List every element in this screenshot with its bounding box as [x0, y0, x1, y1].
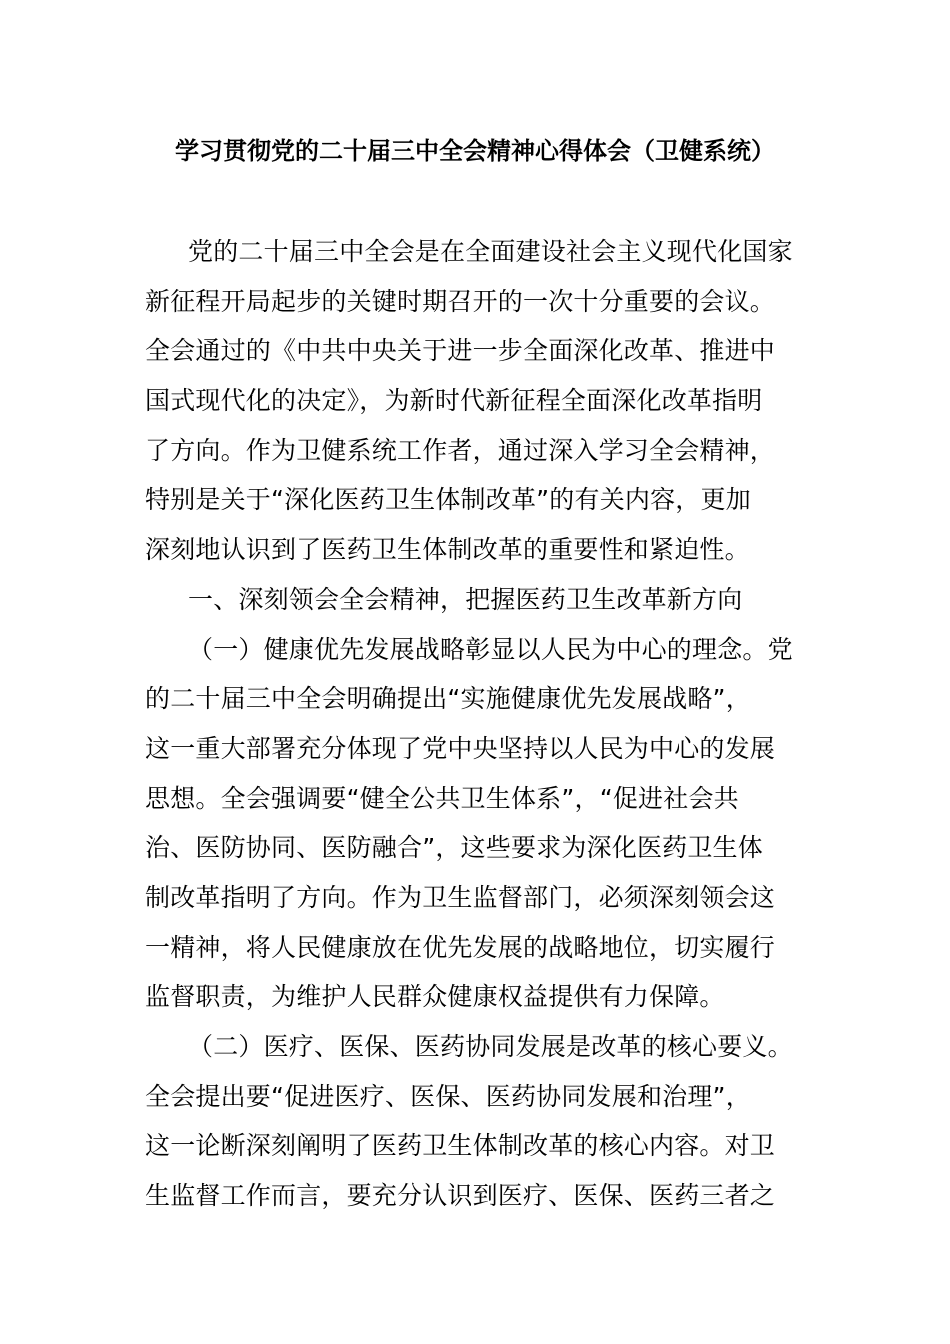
- text-line: 一精神，将人民健康放在优先发展的战略地位，切实履行: [145, 932, 776, 962]
- text-line: 全会通过的《中共中央关于进一步全面深化改革、推进中: [145, 336, 776, 366]
- document-body: [145, 227, 805, 1221]
- text-line: 监督职责，为维护人民群众健康权益提供有力保障。: [145, 982, 725, 1012]
- text-line: 制改革指明了方向。作为卫生监督部门，必须深刻领会这: [145, 882, 776, 912]
- text-line: 这一重大部署充分体现了党中央坚持以人民为中心的发展: [145, 733, 776, 763]
- text-line: 国式现代化的决定》，为新时代新征程全面深化改革指明: [145, 386, 763, 416]
- text-line: 思想。全会强调要“健全公共卫生体系”，“促进社会共: [145, 783, 739, 813]
- document-title: 学习贯彻党的二十届三中全会精神心得体会（卫健系统）: [175, 137, 775, 165]
- text-line: 特别是关于“深化医药卫生体制改革”的有关内容，更加: [145, 485, 751, 515]
- text-line: 新征程开局起步的关键时期召开的一次十分重要的会议。: [145, 286, 776, 316]
- text-line: （二）医疗、医保、医药协同发展是改革的核心要义。: [188, 1032, 793, 1061]
- text-line: 这一论断深刻阐明了医药卫生体制改革的核心内容。对卫: [145, 1131, 776, 1161]
- text-line: 深刻地认识到了医药卫生体制改革的重要性和紧迫性。: [145, 535, 750, 565]
- text-line: （一）健康优先发展战略彰显以人民为中心的理念。党: [188, 634, 793, 664]
- text-line: 党的二十届三中全会是在全面建设社会主义现代化国家: [188, 237, 793, 266]
- text-line: 的二十届三中全会明确提出“实施健康优先发展战略”，: [145, 684, 751, 714]
- section-heading: 一、深刻领会全会精神，把握医药卫生改革新方向: [188, 584, 743, 614]
- text-line: 治、医防协同、医防融合”，这些要求为深化医药卫生体: [145, 833, 763, 863]
- text-line: 了方向。作为卫健系统工作者，通过深入学习全会精神，: [145, 435, 776, 465]
- text-line: 全会提出要“促进医疗、医保、医药协同发展和治理”，: [145, 1081, 751, 1111]
- text-line: 生监督工作而言，要充分认识到医疗、医保、医药三者之: [145, 1181, 776, 1211]
